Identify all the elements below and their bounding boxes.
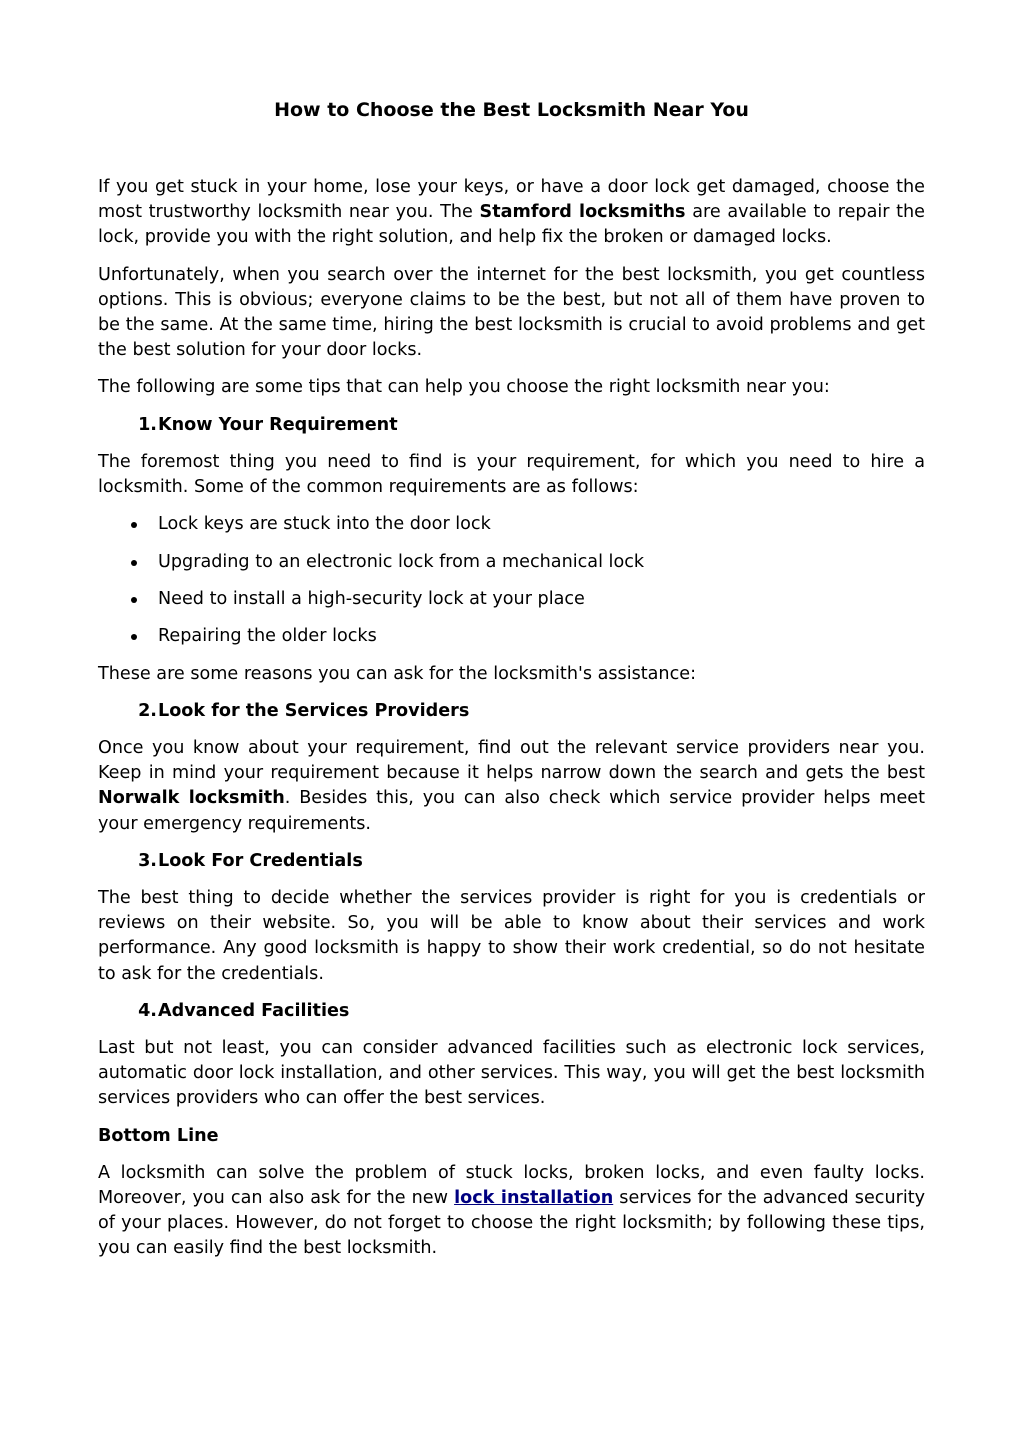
list-item	[98, 587, 925, 612]
list-item-text: Upgrading to an electronic lock from a mechanical lock	[158, 551, 645, 572]
intro-paragraph-2: Unfortunately, when you search over the internet for the best locksmith, you get countless options. This is obvious; everyone claims to be the best, but not all of them have proven to be the same. At the same time, hiring the best locksmith is crucial to avoid problems and get the best solution for your door locks.	[98, 264, 925, 361]
section-2-number: 2.	[138, 700, 157, 721]
section-1-heading	[98, 413, 925, 438]
bullet-icon	[98, 550, 158, 575]
list-item-text: Need to install a high-security lock at your place	[158, 589, 585, 610]
list-item-text: Lock keys are stuck into the door lock	[158, 514, 491, 535]
section-4-heading	[98, 999, 925, 1024]
bullet-icon	[98, 587, 158, 612]
section-2-text-end: . Besides this, you can also check which service provider helps meet your emergency requirements.	[98, 788, 925, 834]
lock-installation-link[interactable]: lock installation	[454, 1188, 614, 1209]
section-3-heading	[98, 849, 925, 874]
section-3-title: Look For Credentials	[158, 850, 363, 871]
section-4-paragraph: Last but not least, you can consider advanced facilities such as electronic lock services, automatic door lock installation, and other services. This way, you will get the best locksmith services providers who can offer the best services.	[98, 1038, 925, 1109]
section-1-paragraph: The foremost thing you need to find is your requirement, for which you need to hire a locksmith. Some of the common requirements are as follows:	[98, 451, 925, 498]
section-4-number: 4.	[138, 1000, 157, 1021]
list-item-text: Repairing the older locks	[158, 626, 377, 647]
list-item	[98, 550, 925, 575]
norwalk-locksmith-bold: Norwalk locksmith	[98, 788, 285, 809]
bullet-icon	[98, 624, 158, 649]
intro-p1-text: If you get stuck in your home, lose your keys, or have a door lock get damaged, choose the most trustworthy locksmith near you. The	[98, 177, 925, 223]
section-2-text: Once you know about your requirement, find out the relevant service providers near you. Keep in mind your requirement because it helps narrow down the search and gets the best	[98, 738, 925, 784]
document-title: How to Choose the Best Locksmith Near You	[274, 99, 749, 121]
intro-paragraph-3: The following are some tips that can help you choose the right locksmith near you:	[98, 377, 830, 398]
list-item	[98, 624, 925, 649]
section-1-title: Know Your Requirement	[158, 414, 398, 435]
document-body	[98, 175, 925, 1262]
intro-p1-text-end: are available to repair the lock, provide you with the right solution, and help fix the broken or damaged locks.	[98, 202, 926, 248]
requirements-list	[98, 512, 925, 649]
section-3-number: 3.	[138, 850, 157, 871]
list-item	[98, 512, 925, 537]
section-1-after-paragraph: These are some reasons you can ask for the locksmith's assistance:	[98, 663, 696, 684]
section-2-heading	[98, 699, 925, 724]
bottom-line-text: A locksmith can solve the problem of stuck locks, broken locks, and even faulty locks. Moreover, you can also ask for the new	[98, 1162, 925, 1209]
section-4-title: Advanced Facilities	[158, 1000, 350, 1021]
section-2-title: Look for the Services Providers	[158, 700, 470, 721]
bottom-line-text-end: services for the advanced security of your places. However, do not forget to choose the right locksmith; by following these tips, you can easily find the best locksmith.	[98, 1188, 926, 1259]
intro-paragraph-1	[98, 175, 925, 251]
bottom-line-heading: Bottom Line	[98, 1125, 219, 1146]
section-3-paragraph: The best thing to decide whether the services provider is right for you is credentials or reviews on their website. So, you will be able to know about their services and work performance. Any good locksmith is happy to show their work credential, so do not hesitate to ask for the credentials.	[98, 888, 925, 984]
section-2-paragraph	[98, 736, 925, 837]
stamford-locksmiths-bold: Stamford locksmiths	[479, 202, 686, 223]
bottom-line-paragraph	[98, 1161, 925, 1262]
bullet-icon	[98, 512, 158, 537]
section-1-number: 1.	[138, 414, 157, 435]
